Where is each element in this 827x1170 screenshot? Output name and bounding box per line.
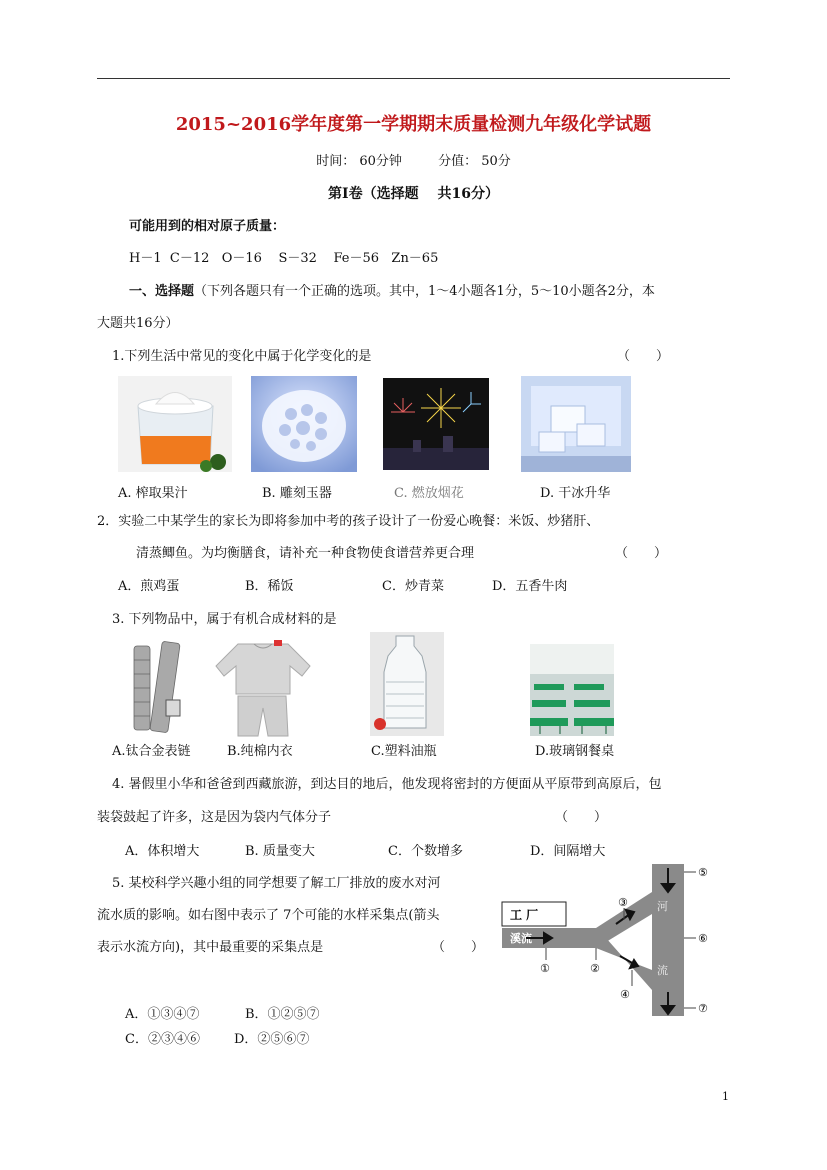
page-number: 1	[722, 1090, 729, 1103]
diagram-point-2: ②	[590, 962, 600, 975]
q3-image-plastic-bottle	[370, 632, 444, 736]
diagram-point-1: ①	[540, 962, 550, 975]
q5-stem: 5. 某校科学兴趣小组的同学想要了解工厂排放的废水对河	[112, 876, 441, 891]
q5-answer-paren: （ ）	[432, 940, 485, 955]
q4-option-b: B. 质量变大	[245, 844, 315, 859]
q5-stem-line2: 流水质的影响。如右图中表示了 7个可能的水样采集点(箭头	[97, 908, 440, 923]
q3-image-dining-tables	[530, 644, 614, 736]
header-rule	[97, 78, 730, 79]
q4-option-a: A．体积增大	[125, 844, 200, 859]
diagram-point-7: ⑦	[698, 1002, 708, 1015]
part1-desc: （下列各题只有一个正确的选项。其中，1～4小题各1分，5～10小题各2分，本	[194, 284, 655, 299]
q5-option-a: A．①③④⑦	[125, 1007, 200, 1022]
q3-option-d: D.玻璃钢餐桌	[535, 744, 615, 759]
q3-image-cotton-underwear	[208, 636, 318, 738]
q2-option-c: C．炒青菜	[382, 579, 444, 594]
q3-option-b: B.纯棉内衣	[227, 744, 293, 759]
diagram-river-char-2: 流	[657, 964, 668, 977]
exam-time: 时间： 60分钟	[316, 154, 402, 169]
q2-answer-paren: （ ）	[615, 546, 668, 561]
diagram-point-5: ⑤	[698, 866, 708, 879]
q1-option-c: C. 燃放烟花	[394, 486, 464, 501]
atomic-mass-values: H－1 C－12 O－16 S－32 Fe－56 Zn－65	[129, 251, 439, 266]
q1-image-jade	[251, 376, 357, 472]
q3-option-c: C.塑料油瓶	[371, 744, 437, 759]
exam-score: 分值： 50分	[438, 154, 511, 169]
q2-option-d: D．五香牛肉	[492, 579, 568, 594]
part1-heading: 一、选择题	[129, 284, 195, 299]
diagram-point-3: ③	[618, 896, 628, 909]
diagram-stream-label: 溪流	[510, 932, 532, 945]
q2-option-a: A．煎鸡蛋	[118, 579, 180, 594]
q1-stem: 1.下列生活中常见的变化中属于化学变化的是	[112, 349, 372, 364]
q1-image-fireworks	[383, 378, 489, 470]
q1-option-d: D. 干冰升华	[540, 486, 611, 501]
exam-meta	[0, 150, 827, 169]
q4-stem: 4. 暑假里小华和爸爸到西藏旅游，到达目的地后，他发现将密封的方便面从平原带到高原后，包	[112, 777, 662, 792]
q4-stem-cont: 装袋鼓起了许多，这是因为袋内气体分子	[97, 810, 332, 825]
q4-option-d: D．间隔增大	[530, 844, 606, 859]
q5-stem-line3: 表示水流方向)，其中最重要的采集点是	[97, 940, 324, 955]
q1-option-b: B. 雕刻玉器	[262, 486, 332, 501]
diagram-river-char-1: 河	[657, 900, 668, 913]
q3-option-a: A.钛合金表链	[112, 744, 191, 759]
part1-intro	[129, 280, 655, 299]
section-heading: 第Ⅰ卷（选择题 共16分）	[328, 186, 499, 202]
q1-image-dry-ice	[521, 376, 631, 472]
diagram-factory-label: 工 厂	[510, 908, 539, 922]
q5-option-c: C．②③④⑥	[125, 1032, 200, 1047]
diagram-point-4: ④	[620, 988, 630, 1001]
q2-option-b: B．稀饭	[245, 579, 294, 594]
part1-desc-cont: 大题共16分）	[97, 316, 179, 331]
q1-image-juice	[118, 376, 232, 472]
diagram-point-6: ⑥	[698, 932, 708, 945]
q2-stem: 2．实验二中某学生的家长为即将参加中考的孩子设计了一份爱心晚餐：米饭、炒猪肝、	[97, 514, 600, 529]
q3-image-watch-band	[126, 640, 188, 736]
q3-stem: 3. 下列物品中，属于有机合成材料的是	[112, 612, 337, 627]
q5-option-b: B．①②⑤⑦	[245, 1007, 320, 1022]
atomic-mass-label: 可能用到的相对原子质量：	[129, 219, 286, 234]
q1-option-a: A. 榨取果汁	[118, 486, 188, 501]
q2-stem-cont: 清蒸鲫鱼。为均衡膳食，请补充一种食物使食谱营养更合理	[136, 546, 475, 561]
exam-title: 2015~2016学年度第一学期期末质量检测九年级化学试题	[175, 114, 652, 135]
q4-answer-paren: （ ）	[555, 810, 608, 825]
q1-answer-paren: （ ）	[617, 349, 670, 364]
q4-option-c: C．个数增多	[388, 844, 463, 859]
q5-option-d: D．②⑤⑥⑦	[234, 1032, 310, 1047]
q5-river-diagram	[496, 862, 718, 1018]
